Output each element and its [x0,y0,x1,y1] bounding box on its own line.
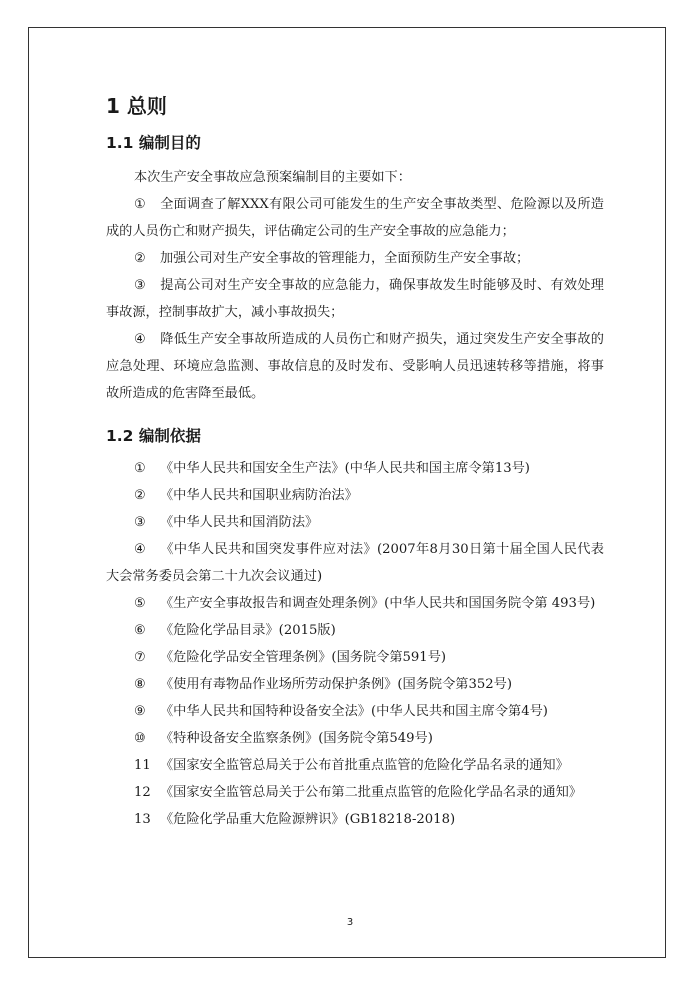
basis-item-number: ① [134,461,146,476]
basis-item-text: 《中华人民共和国消防法》 [160,515,319,530]
basis-item [106,752,604,779]
basis-item-number: ⑦ [134,650,146,665]
basis-item-number: ⑥ [134,623,146,638]
purpose-item-number: ④ [134,332,146,347]
basis-item [106,671,604,698]
basis-item [106,455,604,482]
purpose-item [106,272,604,326]
basis-item-text: 《国家安全监管总局关于公布首批重点监管的危险化学品名录的通知》 [160,758,569,773]
basis-item-text: 《国家安全监管总局关于公布第二批重点监管的危险化学品名录的通知》 [160,785,582,800]
basis-item [106,482,604,509]
basis-item-text: 《使用有毒物品作业场所劳动保护条例》(国务院令第352号) [160,677,512,692]
basis-item-text: 《危险化学品安全管理条例》(国务院令第591号) [160,650,447,665]
basis-item-text: 《生产安全事故报告和调查处理条例》(中华人民共和国国务院令第 493号) [160,596,596,611]
basis-item [106,779,604,806]
basis-item-number: ③ [134,515,146,530]
basis-item [106,536,604,590]
basis-item-text: 《特种设备安全监察条例》(国务院令第549号) [160,731,433,746]
basis-item-number: ⑨ [134,704,146,719]
chapter-heading: 1 总则 [106,94,167,118]
purpose-item [106,245,604,272]
basis-item-number: 13 [134,812,151,827]
purpose-item-number: ② [134,251,146,266]
basis-item [106,617,604,644]
basis-item-number: ⑧ [134,677,146,692]
purpose-list [106,191,604,407]
basis-item [106,725,604,752]
purpose-item-text: 降低生产安全事故所造成的人员伤亡和财产损失，通过突发生产安全事故的应急处理、环境应急监测、事故信息的及时发布、受影响人员迅速转移等措施，将事故所造成的危害降至最低。 [106,332,604,401]
basis-item-number: ⑩ [134,731,146,746]
purpose-item-number: ① [134,197,146,212]
basis-item-number: ④ [134,542,146,557]
purpose-item-text: 全面调查了解XXX有限公司可能发生的生产安全事故类型、危险源以及所造成的人员伤亡和财产损失，评估确定公司的生产安全事故的应急能力； [106,197,604,239]
section-heading-purpose: 1.1 编制目的 [106,134,201,152]
basis-item [106,644,604,671]
document-body [106,86,604,833]
page-number: 3 [346,917,354,928]
basis-item-number: 12 [134,785,151,800]
purpose-item-text: 加强公司对生产安全事故的管理能力，全面预防生产安全事故； [160,251,530,266]
purpose-item [106,326,604,407]
basis-item [106,590,604,617]
basis-item [106,509,604,536]
basis-item-text: 《危险化学品目录》(2015版) [160,623,336,638]
basis-item-text: 《中华人民共和国特种设备安全法》(中华人民共和国主席令第4号) [160,704,548,719]
basis-item-number: 11 [134,758,151,773]
basis-item-number: ⑤ [134,596,146,611]
section-heading-basis: 1.2 编制依据 [106,427,201,445]
section-intro: 本次生产安全事故应急预案编制目的主要如下： [134,170,411,185]
purpose-item-number: ③ [134,278,146,293]
basis-item-text: 《中华人民共和国突发事件应对法》(2007年8月30日第十届全国人民代表大会常务委员会第二十九次会议通过) [106,542,604,584]
basis-item-number: ② [134,488,146,503]
basis-item-text: 《中华人民共和国安全生产法》(中华人民共和国主席令第13号) [160,461,530,476]
basis-item [106,698,604,725]
basis-item [106,806,604,833]
basis-item-text: 《中华人民共和国职业病防治法》 [160,488,358,503]
basis-item-text: 《危险化学品重大危险源辨识》(GB18218-2018) [160,812,456,827]
purpose-item [106,191,604,245]
purpose-item-text: 提高公司对生产安全事故的应急能力，确保事故发生时能够及时、有效处理事故源，控制事故扩大，减小事故损失； [106,278,604,320]
basis-list [106,455,604,833]
